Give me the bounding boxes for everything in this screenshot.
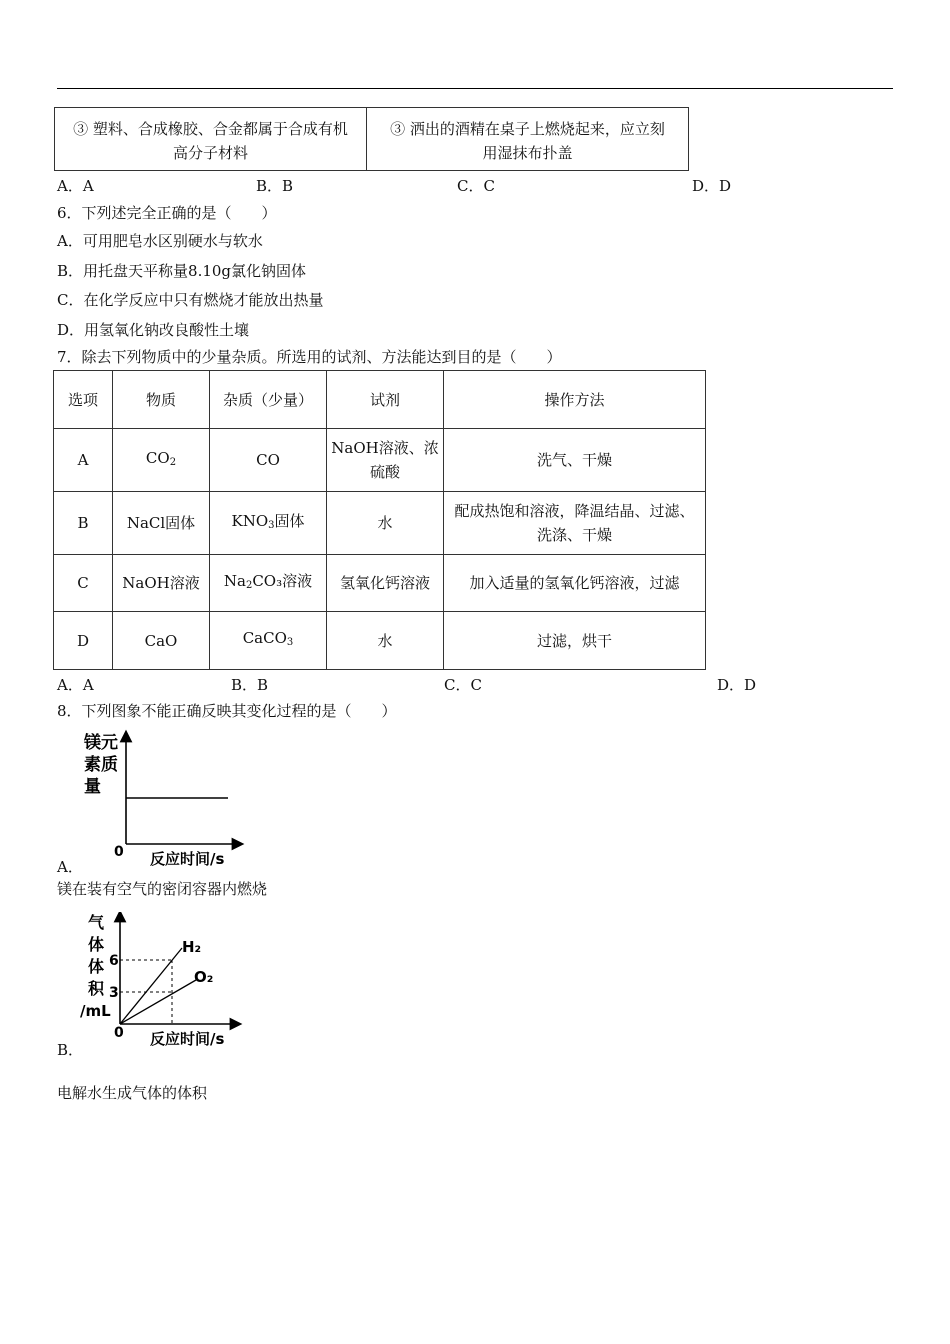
graph-a-y-label-2: 素质 xyxy=(84,755,118,775)
header-reagent: 试剂 xyxy=(327,371,444,429)
row-impurity: CaCO$_3$ xyxy=(210,612,327,670)
table-header-row xyxy=(54,371,706,429)
row-reagent: NaOH溶液、浓 硫酸 xyxy=(327,429,444,492)
header-substance: 物质 xyxy=(113,371,210,429)
graph-a-y-label-1: 镁元 xyxy=(84,733,118,753)
q5-option-a[interactable]: A．A xyxy=(57,177,94,195)
q6-option-c[interactable]: C．在化学反应中只有燃烧才能放出热量 xyxy=(57,291,324,309)
row-impurity: CO xyxy=(210,429,327,492)
table-row xyxy=(54,555,706,612)
q7-table xyxy=(53,370,706,670)
row-reagent: 水 xyxy=(327,612,444,670)
row-option: B xyxy=(54,492,113,555)
graph-a-origin: 0 xyxy=(114,844,124,860)
top-table-left-cell xyxy=(54,107,367,171)
top-table-right-cell xyxy=(366,107,689,171)
row-method: 过滤，烘干 xyxy=(444,612,706,670)
q7-option-d[interactable]: D．D xyxy=(717,676,757,694)
row-substance: $CO_2$ xyxy=(113,429,210,492)
q7-option-b[interactable]: B．B xyxy=(231,676,269,694)
graph-b-o2-line xyxy=(120,980,196,1024)
graph-b-caption: 电解水生成气体的体积 xyxy=(57,1084,208,1102)
graph-a-y-label-3: 量 xyxy=(84,777,101,797)
header-rule xyxy=(57,88,893,89)
table-row xyxy=(54,612,706,670)
row-reagent: 氢氧化钙溶液 xyxy=(327,555,444,612)
header-method: 操作方法 xyxy=(444,371,706,429)
graph-b-h2-line xyxy=(120,948,182,1024)
table-row xyxy=(54,429,706,492)
q6-stem: 6．下列述完全正确的是（ ） xyxy=(57,204,277,222)
q5-option-c[interactable]: C．C xyxy=(457,177,495,195)
header-impurity: 杂质（少量） xyxy=(210,371,327,429)
q8-stem: 8．下列图象不能正确反映其变化过程的是（ ） xyxy=(57,702,397,720)
q5-option-b[interactable]: B．B xyxy=(256,177,294,195)
graph-a-x-label: 反应时间/s xyxy=(150,850,225,868)
row-method: 加入适量的氢氧化钙溶液，过滤 xyxy=(444,555,706,612)
graph-b-o2-label: O₂ xyxy=(194,968,214,986)
graph-b-x-label: 反应时间/s xyxy=(150,1030,225,1048)
graph-b-y-unit: /mL xyxy=(80,1002,111,1020)
row-method: 洗气、干燥 xyxy=(444,429,706,492)
q7-stem: 7．除去下列物质中的少量杂质。所选用的试剂、方法能达到目的是（ ） xyxy=(57,348,562,366)
header-option: 选项 xyxy=(54,371,113,429)
row-substance: NaCl固体 xyxy=(113,492,210,555)
row-reagent: 水 xyxy=(327,492,444,555)
graph-b-y-label-3: 体 xyxy=(88,957,105,976)
q8-option-b[interactable]: B． xyxy=(57,1041,84,1059)
q6-option-b[interactable]: B．用托盘天平称量8.10g氯化钠固体 xyxy=(57,262,307,280)
row-substance: NaOH溶液 xyxy=(113,555,210,612)
q7-option-c[interactable]: C．C xyxy=(444,676,482,694)
top-right-line-1: ③ 洒出的酒精在桌子上燃烧起来，应立刻 xyxy=(390,120,665,138)
row-method: 配成热饱和溶液，降温结晶、过滤、 洗涤、干燥 xyxy=(444,492,706,555)
graph-b xyxy=(78,912,253,1054)
graph-b-y-label-2: 体 xyxy=(88,935,105,954)
q6-option-a[interactable]: A．可用肥皂水区别硬水与软水 xyxy=(57,232,263,250)
graph-b-y-label-4: 积 xyxy=(88,979,105,998)
graph-b-origin: 0 xyxy=(114,1025,124,1041)
graph-b-tick-3: 3 xyxy=(109,985,119,1001)
graph-a-caption: 镁在装有空气的密闭容器内燃烧 xyxy=(57,880,268,898)
q6-option-d[interactable]: D．用氢氧化钠改良酸性土壤 xyxy=(57,321,250,339)
row-option: C xyxy=(54,555,113,612)
graph-b-tick-6: 6 xyxy=(109,953,119,969)
q7-option-a[interactable]: A．A xyxy=(57,676,94,694)
graph-b-y-label-1: 气 xyxy=(88,913,105,932)
row-option: A xyxy=(54,429,113,492)
q8-option-a[interactable]: A． xyxy=(57,858,83,876)
table-row xyxy=(54,492,706,555)
row-impurity: $KNO_3$固体 xyxy=(210,492,327,555)
row-substance: CaO xyxy=(113,612,210,670)
row-impurity: $Na_2CO_3$溶液 xyxy=(210,555,327,612)
row-option: D xyxy=(54,612,113,670)
top-left-line-1: ③ 塑料、合成橡胶、合金都属于合成有机 xyxy=(73,120,348,138)
top-right-line-2: 用湿抹布扑盖 xyxy=(482,144,573,162)
graph-b-h2-label: H₂ xyxy=(182,938,202,956)
graph-a xyxy=(80,728,250,868)
q5-option-d[interactable]: D．D xyxy=(692,177,732,195)
top-left-line-2: 高分子材料 xyxy=(172,144,248,162)
